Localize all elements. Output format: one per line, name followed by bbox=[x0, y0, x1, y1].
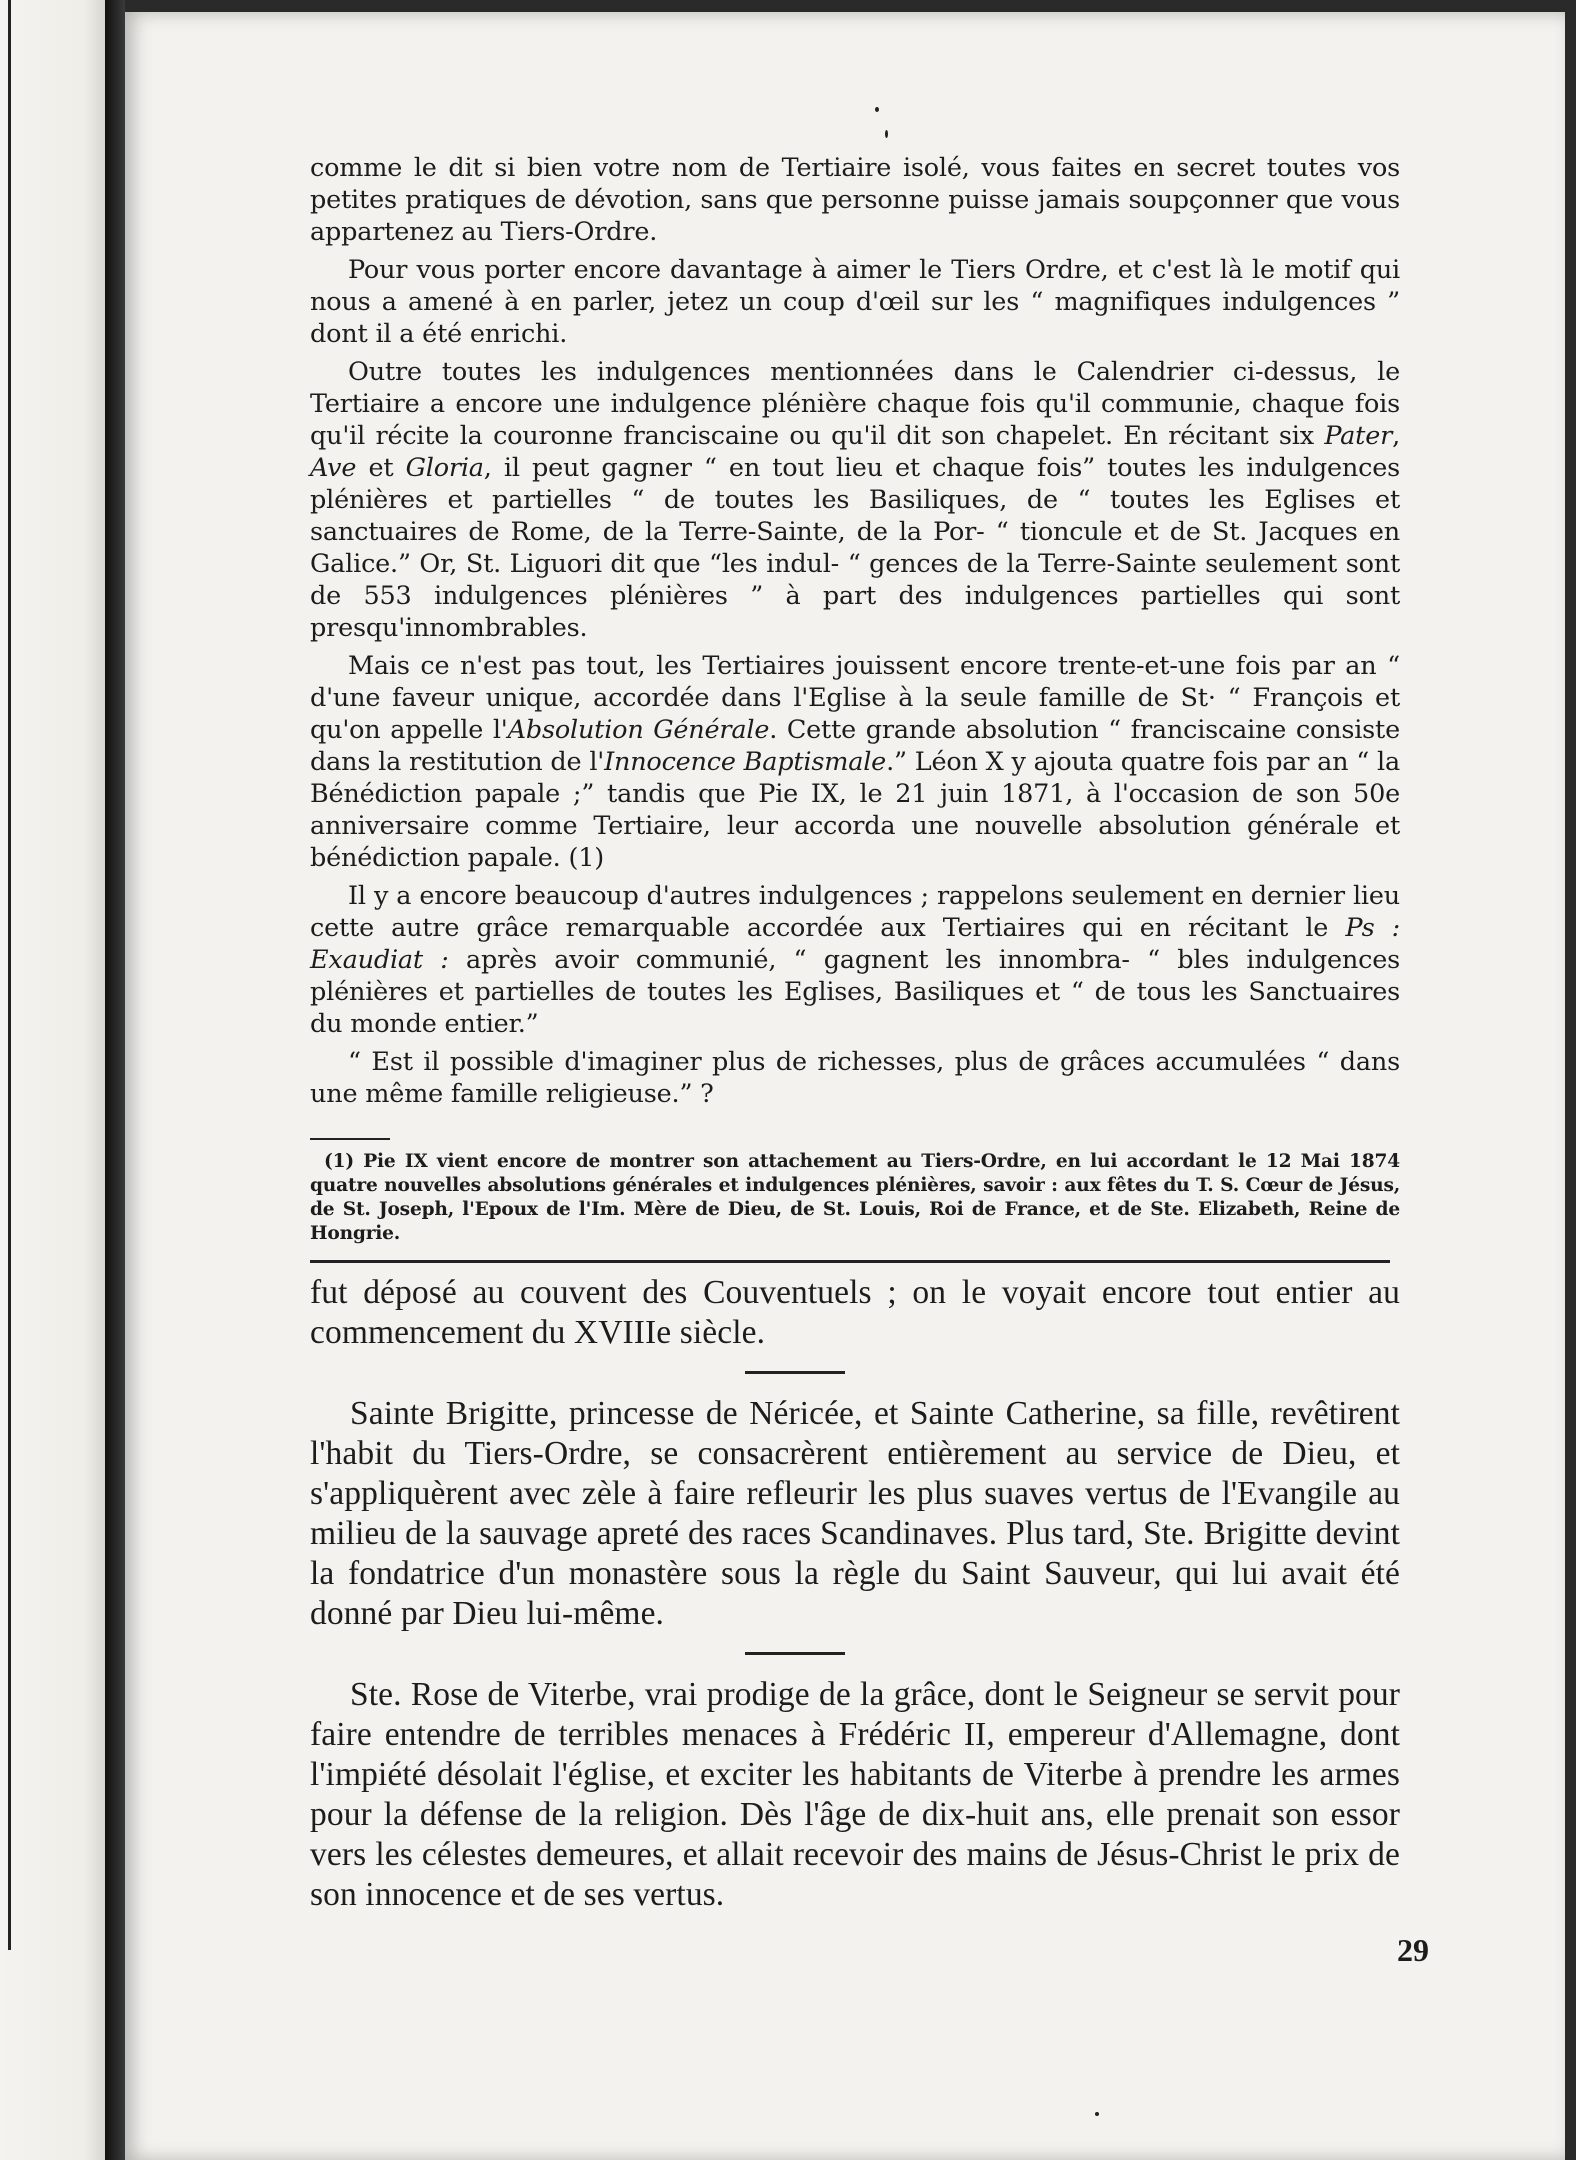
paragraph-richesses: “ Est il possible d'imaginer plus de richesses, plus de grâces accumulées “ dans une même famille religieuse.” ? bbox=[310, 1047, 1400, 1109]
italic-phrase: Innocence Baptismale bbox=[604, 747, 887, 777]
page-number: 29 bbox=[1397, 1932, 1429, 1968]
text-column bbox=[310, 152, 1400, 1915]
paragraph-tertiaire-isole: comme le dit si bien votre nom de Tertiaire isolé, vous faites en secret toutes vos petites pratiques de dévotion, sans que personne puisse jamais soupçonner que vous appartenez au Tiers-Ordre. bbox=[310, 153, 1400, 247]
italic-phrase: Pater bbox=[1324, 421, 1393, 451]
paragraph-rose-de-viterbe: Ste. Rose de Viterbe, vrai prodige de la grâce, dont le Seigneur se servit pour faire entendre de terribles menaces à Frédéric II, empereur d'Allemagne, dont l'impiété désolait l'église, et exciter les habitants de Viterbe à prendre les armes pour la défense de la religion. Dès l'âge de dix-huit ans, elle prenait son essor vers les célestes demeures, et allait recevoir des mains de Jésus-Christ le prix de son innocence et de ses vertus. bbox=[310, 1676, 1400, 1913]
footnote: (1) Pie IX vient encore de montrer son attachement au Tiers-Ordre, en lui accordant le 12 Mai 1874 quatre nouvelles absolutions générales et indulgences plénières, savoir : aux fêtes du T. S. Cœur de Jésus, de St. Joseph, l'Epoux de l'Im. Mère de Dieu, de St. Louis, Roi de France, et de Ste. Elizabeth, Reine de Hongrie. bbox=[310, 1151, 1400, 1244]
short-divider-2 bbox=[745, 1652, 845, 1655]
scan-speck bbox=[885, 130, 888, 138]
paragraph-magnifiques-indulgences: Pour vous porter encore davantage à aimer le Tiers Ordre, et c'est là le motif qui nous a amené à en parler, jetez un coup d'œil sur les “ magnifiques indulgences ” dont il a été enrichi. bbox=[310, 255, 1400, 349]
book-page bbox=[125, 12, 1565, 2160]
scan-speck bbox=[875, 107, 879, 112]
italic-phrase: Ave bbox=[310, 453, 357, 483]
book-gutter bbox=[105, 0, 125, 2160]
section-divider bbox=[310, 1260, 1390, 1263]
scan-speck bbox=[1095, 2112, 1099, 2116]
paragraph-absolution-generale: Mais ce n'est pas tout, les Tertiaires jouissent encore trente-et-une fois par an “ d'une faveur unique, accordée dans l'Eglise à la seule famille de St· “ François et qu'on appelle l'Absolution Générale. Cette grande absolution “ franciscaine consiste dans la restitution de l'Innocence Baptismale.” Léon X y ajouta quatre fois par an “ la Bénédiction papale ;” tandis que Pie IX, le 21 juin 1871, à l'occasion de son 50e anniversaire comme Tertiaire, leur accorda une nouvelle absolution générale et bénédiction papale. (1) bbox=[310, 651, 1401, 873]
paragraph-sainte-brigitte: Sainte Brigitte, princesse de Néricée, et Sainte Catherine, sa fille, revêtirent l'habit du Tiers-Ordre, se consacrèrent entièrement au service de Dieu, et s'appliquèrent avec zèle à faire refleurir les plus suaves vertus de l'Evangile au milieu de la sauvage apreté des races Scandinaves. Plus tard, Ste. Brigitte devint la fondatrice d'un monastère sous la règle du Saint Sauveur, qui lui avait été donné par Dieu lui-même. bbox=[310, 1395, 1400, 1632]
upper-text-block bbox=[310, 152, 1400, 1110]
left-page-edge bbox=[0, 0, 107, 2160]
italic-phrase: Gloria bbox=[405, 453, 484, 483]
short-divider-1 bbox=[745, 1371, 845, 1374]
paragraph-couventuels: fut déposé au couvent des Couventuels ; on le voyait encore tout entier au commencement du XVIIIe siècle. bbox=[310, 1274, 1400, 1351]
lower-text-block bbox=[310, 1273, 1400, 1915]
footnote-rule bbox=[310, 1138, 390, 1140]
paragraph-exaudiat: Il y a encore beaucoup d'autres indulgences ; rappelons seulement en dernier lieu cette autre grâce remarquable accordée aux Tertiaires qui en récitant le Ps : Exaudiat : après avoir communié, “ gagnent les innombra- “ bles indulgences plénières et partielles de toutes les Eglises, Basiliques et “ de tous les Sanctuaires du monde entier.” bbox=[310, 881, 1400, 1039]
left-page-border-line bbox=[8, 0, 11, 1950]
italic-phrase: Ps : Exaudiat : bbox=[310, 913, 1400, 975]
italic-phrase: Absolution Générale bbox=[507, 715, 770, 745]
paragraph-calendrier-indulgences: Outre toutes les indulgences mentionnées dans le Calendrier ci-dessus, le Tertiaire a encore une indulgence plénière chaque fois qu'il communie, chaque fois qu'il récite la couronne franciscaine ou qu'il dit son chapelet. En récitant six Pater, Ave et Gloria, il peut gagner “ en tout lieu et chaque fois” toutes les indulgences plénières et partielles “ de toutes les Basiliques, de “ toutes les Eglises et sanctuaires de Rome, de la Terre-Sainte, de la Por- “ tioncule et de St. Jacques en Galice.” Or, St. Liguori dit que “les indul- “ gences de la Terre-Sainte seulement sont de 553 indulgences plénières ” à part des indulgences partielles qui sont presqu'innombrables. bbox=[310, 357, 1400, 643]
